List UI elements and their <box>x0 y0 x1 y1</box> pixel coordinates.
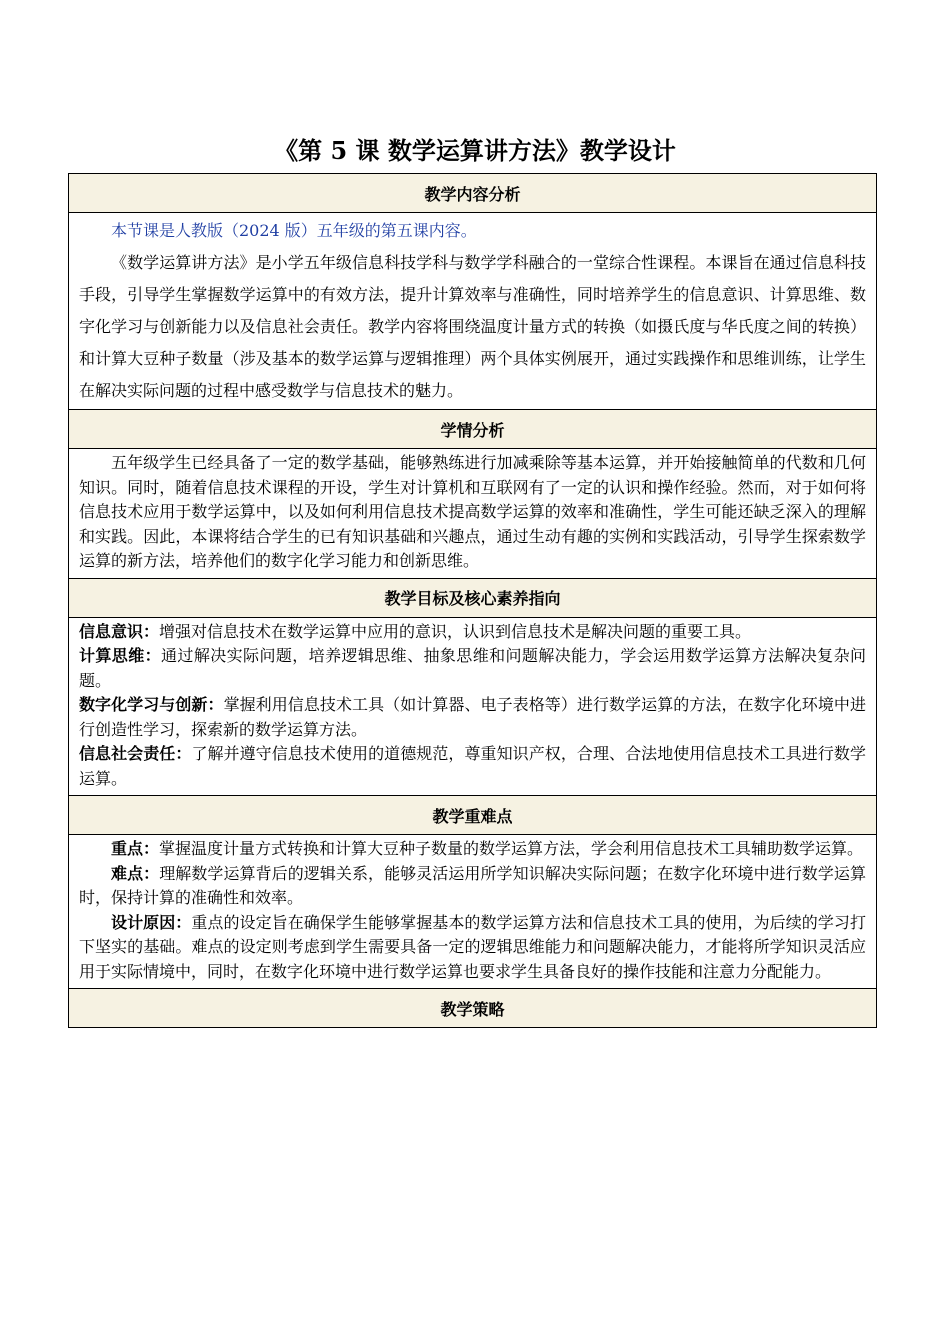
key-point-item <box>79 911 866 985</box>
lesson-plan-table <box>68 173 877 1028</box>
key-point-text: 掌握温度计量方式转换和计算大豆种子数量的数学运算方法，学会利用信息技术工具辅助数学运算。 <box>159 839 864 858</box>
key-point-text: 理解数学运算背后的逻辑关系，能够灵活运用所学知识解决实际问题；在数字化环境中进行数学运算时，保持计算的准确性和效率。 <box>79 863 866 907</box>
objectives-body <box>69 617 877 796</box>
strategy-heading: 教学策略 <box>69 989 877 1028</box>
content-analysis-heading: 教学内容分析 <box>69 174 877 213</box>
key-point-label: 设计原因： <box>111 912 192 932</box>
objective-label: 信息意识： <box>79 621 160 641</box>
objectives-heading: 教学目标及核心素养指向 <box>69 578 877 617</box>
learner-analysis-text: 五年级学生已经具备了一定的数学基础，能够熟练进行加减乘除等基本运算，并开始接触简单的代数和几何知识。同时，随着信息技术课程的开设，学生对计算机和互联网有了一定的认识和操作经验。然而，对于如何将信息技术应用于数学运算中，以及如何利用信息技术提高数学运算的效率和准确性，学生可能还缺乏深入的理解和实践。因此，本课将结合学生的已有知识基础和兴趣点，通过生动有趣的实例和实践活动，引导学生探索数学运算的新方法，培养他们的数字化学习能力和创新思维。 <box>79 453 866 570</box>
page-title: 《第 5 课 数学运算讲方法》教学设计 <box>274 136 676 165</box>
objective-item <box>79 742 866 791</box>
section-header-row <box>69 578 877 617</box>
objective-text: 增强对信息技术在数学运算中应用的意识，认识到信息技术是解决问题的重要工具。 <box>159 621 752 641</box>
section-body-row <box>69 449 877 579</box>
objective-text: 掌握利用信息技术工具（如计算器、电子表格等）进行数学运算的方法，在数字化环境中进行创造性学习，探索新的数学运算方法。 <box>79 695 866 739</box>
section-header-row <box>69 174 877 213</box>
content-analysis-text: 《数学运算讲方法》是小学五年级信息科技学科与数学学科融合的一堂综合性课程。本课旨在通过信息科技手段，引导学生掌握数学运算中的有效方法，提升计算效率与准确性，同时培养学生的信息意识、计算思维、数字化学习与创新能力以及信息社会责任。教学内容将围绕温度计量方式的转换（如摄氏度与华氏度之间的转换）和计算大豆种子数量（涉及基本的数学运算与逻辑推理）两个具体实例展开，通过实践操作和思维训练，让学生在解决实际问题的过程中感受数学与信息技术的魅力。 <box>79 253 866 400</box>
objective-item <box>79 644 866 693</box>
key-point-text: 重点的设定旨在确保学生能够掌握基本的数学运算方法和信息技术工具的使用，为后续的学习打下坚实的基础。难点的设定则考虑到学生需要具备一定的逻辑思维能力和问题解决能力，才能将所学知识灵活应用于实际情境中，同时，在数字化环境中进行数学运算也要求学生具备良好的操作技能和注意力分配能力。 <box>79 912 866 981</box>
key-points-body <box>69 835 877 989</box>
content-analysis-intro: 本节课是人教版（2024 版）五年级的第五课内容。 <box>111 221 477 240</box>
learner-analysis-body <box>69 449 877 579</box>
key-point-label: 难点： <box>111 863 160 883</box>
objective-item <box>79 693 866 742</box>
objective-label: 数字化学习与创新： <box>79 695 224 714</box>
key-point-item <box>79 862 866 911</box>
objective-item <box>79 620 866 645</box>
key-point-label: 重点： <box>111 839 160 858</box>
key-points-heading: 教学重难点 <box>69 796 877 835</box>
key-point-item <box>79 837 866 862</box>
objective-label: 计算思维： <box>79 646 162 665</box>
content-analysis-body <box>69 213 877 410</box>
objective-label: 信息社会责任： <box>79 744 192 763</box>
section-body-row <box>69 835 877 989</box>
learner-analysis-heading: 学情分析 <box>69 410 877 449</box>
section-body-row <box>69 617 877 796</box>
objective-text: 了解并遵守信息技术使用的道德规范，尊重知识产权，合理、合法地使用信息技术工具进行数学运算。 <box>79 744 866 788</box>
section-header-row <box>69 989 877 1028</box>
section-header-row <box>69 796 877 835</box>
objective-text: 通过解决实际问题，培养逻辑思维、抽象思维和问题解决能力，学会运用数学运算方法解决复杂问题。 <box>79 646 866 690</box>
section-header-row <box>69 410 877 449</box>
section-body-row <box>69 213 877 410</box>
